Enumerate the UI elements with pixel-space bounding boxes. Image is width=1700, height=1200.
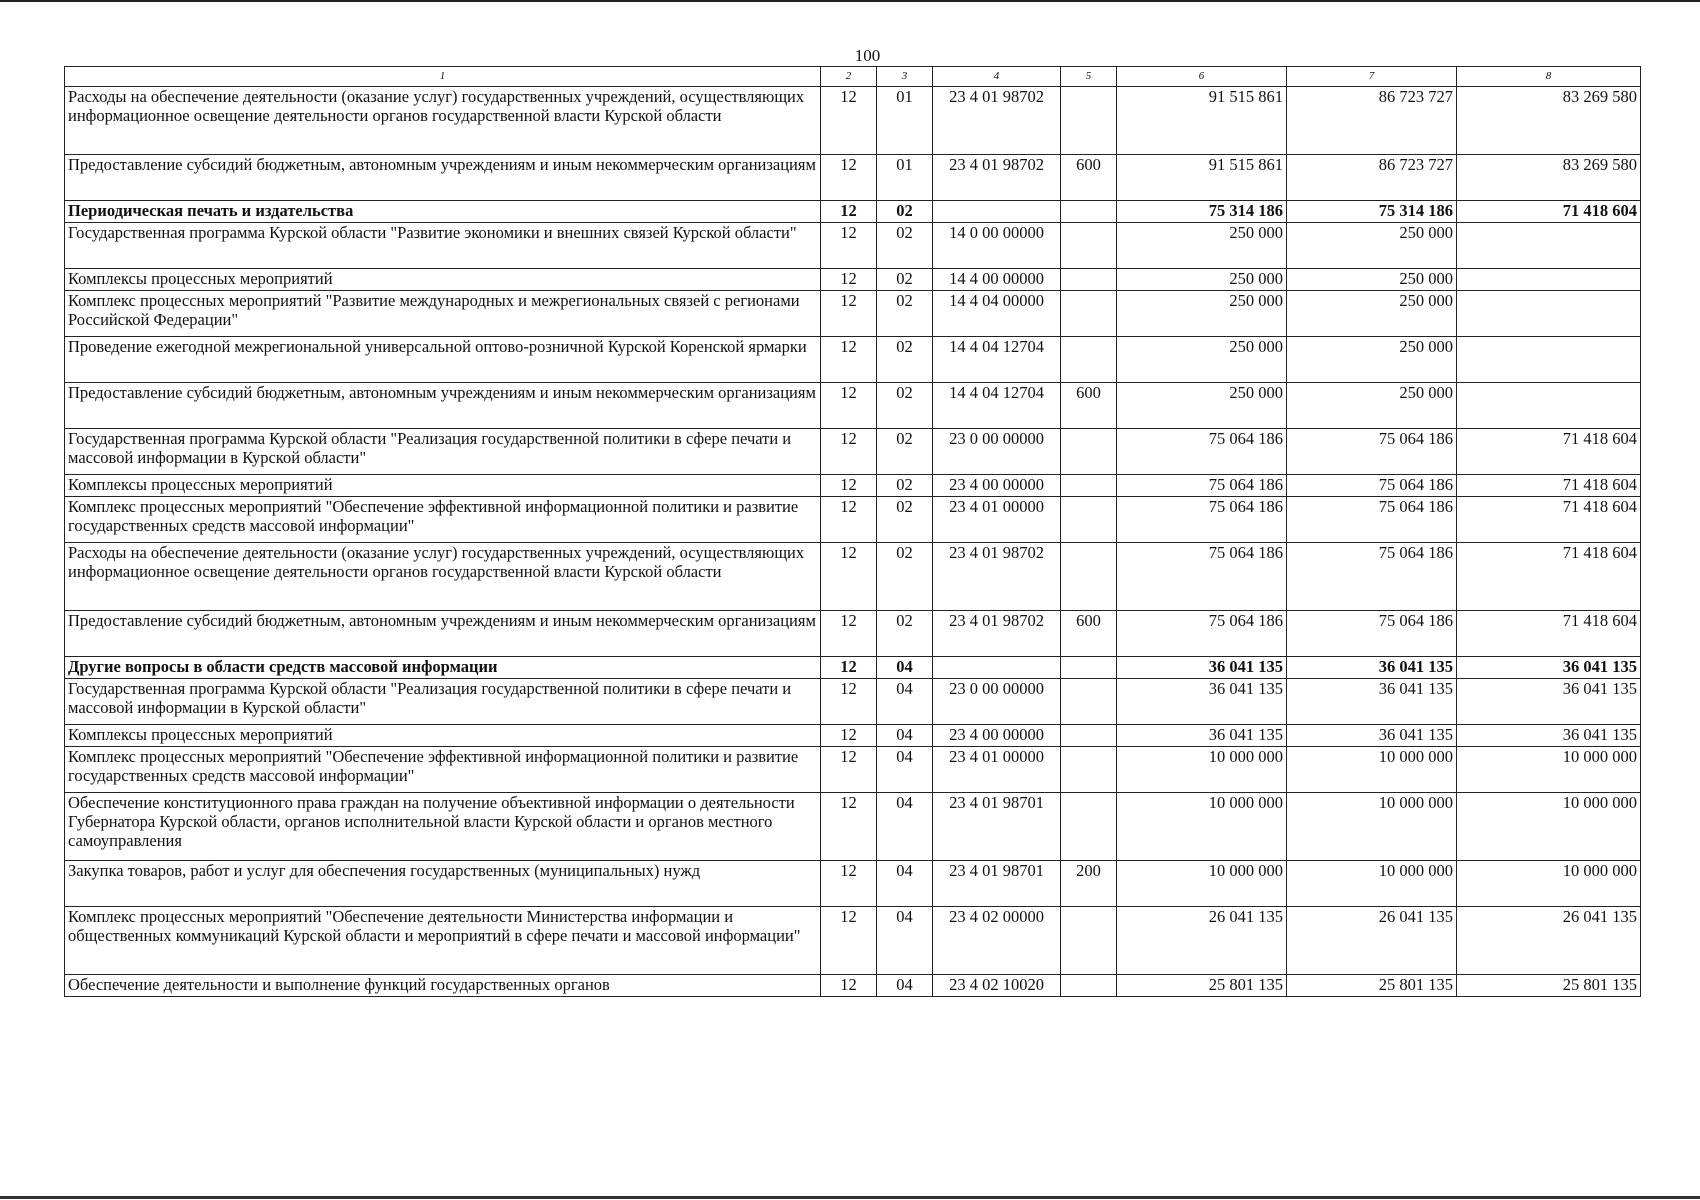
amount-col-7: 75 064 186	[1287, 429, 1457, 475]
column-number-2: 2	[821, 67, 877, 87]
expense-type-code	[1061, 223, 1117, 269]
table-row	[65, 861, 1641, 907]
table-row	[65, 725, 1641, 747]
target-article-code: 23 4 01 98702	[933, 87, 1061, 155]
row-name: Комплексы процессных мероприятий	[65, 269, 821, 291]
amount-col-6: 75 064 186	[1117, 497, 1287, 543]
amount-col-8: 36 041 135	[1457, 657, 1641, 679]
row-name: Обеспечение конституционного права граждан на получение объективной информации о деятельности Губернатора Курской области, органов исполнительной власти Курской области и органов местного самоуправления	[65, 793, 821, 861]
target-article-code: 23 0 00 00000	[933, 679, 1061, 725]
amount-col-8: 36 041 135	[1457, 679, 1641, 725]
subsection-code: 02	[877, 383, 933, 429]
row-name: Другие вопросы в области средств массовой информации	[65, 657, 821, 679]
table-row	[65, 429, 1641, 475]
table-row	[65, 543, 1641, 611]
section-code: 12	[821, 679, 877, 725]
section-code: 12	[821, 793, 877, 861]
table-row	[65, 907, 1641, 975]
expense-type-code	[1061, 543, 1117, 611]
table-row	[65, 223, 1641, 269]
subsection-code: 02	[877, 291, 933, 337]
column-number-4: 4	[933, 67, 1061, 87]
row-name: Предоставление субсидий бюджетным, автономным учреждениям и иным некоммерческим организациям	[65, 155, 821, 201]
amount-col-7: 250 000	[1287, 337, 1457, 383]
amount-col-8	[1457, 291, 1641, 337]
amount-col-6: 250 000	[1117, 223, 1287, 269]
amount-col-7: 75 064 186	[1287, 543, 1457, 611]
amount-col-7: 36 041 135	[1287, 679, 1457, 725]
subsection-code: 04	[877, 861, 933, 907]
expense-type-code	[1061, 429, 1117, 475]
column-number-8: 8	[1457, 67, 1641, 87]
column-number-6: 6	[1117, 67, 1287, 87]
amount-col-6: 36 041 135	[1117, 725, 1287, 747]
target-article-code: 14 4 00 00000	[933, 269, 1061, 291]
amount-col-7: 250 000	[1287, 223, 1457, 269]
section-code: 12	[821, 201, 877, 223]
subsection-code: 04	[877, 657, 933, 679]
section-code: 12	[821, 657, 877, 679]
column-number-7: 7	[1287, 67, 1457, 87]
amount-col-6: 75 064 186	[1117, 429, 1287, 475]
row-name: Расходы на обеспечение деятельности (оказание услуг) государственных учреждений, осуществляющих информационное освещение деятельности органов государственной власти Курской области	[65, 87, 821, 155]
section-code: 12	[821, 543, 877, 611]
amount-col-6: 10 000 000	[1117, 793, 1287, 861]
expense-type-code	[1061, 793, 1117, 861]
amount-col-8: 36 041 135	[1457, 725, 1641, 747]
target-article-code: 14 4 04 12704	[933, 383, 1061, 429]
row-name: Государственная программа Курской области "Развитие экономики и внешних связей Курской области"	[65, 223, 821, 269]
section-code: 12	[821, 223, 877, 269]
section-code: 12	[821, 337, 877, 383]
target-article-code: 23 4 01 98701	[933, 793, 1061, 861]
amount-col-6: 91 515 861	[1117, 87, 1287, 155]
column-number-1: 1	[65, 67, 821, 87]
table-row	[65, 337, 1641, 383]
expense-type-code	[1061, 907, 1117, 975]
subsection-code: 04	[877, 975, 933, 997]
amount-col-8: 26 041 135	[1457, 907, 1641, 975]
table-row	[65, 793, 1641, 861]
amount-col-7: 75 064 186	[1287, 497, 1457, 543]
subsection-code: 04	[877, 725, 933, 747]
subsection-code: 02	[877, 429, 933, 475]
subsection-code: 04	[877, 907, 933, 975]
section-code: 12	[821, 725, 877, 747]
subsection-code: 04	[877, 747, 933, 793]
table-row	[65, 657, 1641, 679]
expense-type-code	[1061, 975, 1117, 997]
target-article-code: 23 4 02 10020	[933, 975, 1061, 997]
row-name: Государственная программа Курской области "Реализация государственной политики в сфере печати и массовой информации в Курской области"	[65, 679, 821, 725]
table-row	[65, 269, 1641, 291]
section-code: 12	[821, 155, 877, 201]
subsection-code: 02	[877, 611, 933, 657]
page-number: 100	[854, 46, 881, 65]
amount-col-7: 10 000 000	[1287, 747, 1457, 793]
table-row	[65, 155, 1641, 201]
amount-col-8: 71 418 604	[1457, 475, 1641, 497]
amount-col-6: 250 000	[1117, 337, 1287, 383]
section-code: 12	[821, 861, 877, 907]
subsection-code: 02	[877, 223, 933, 269]
bottom-rule	[0, 1196, 1700, 1199]
amount-col-7: 75 064 186	[1287, 611, 1457, 657]
top-rule	[0, 0, 1700, 6]
budget-table	[64, 66, 1641, 997]
target-article-code: 23 4 01 98702	[933, 611, 1061, 657]
section-code: 12	[821, 975, 877, 997]
section-code: 12	[821, 747, 877, 793]
target-article-code: 23 4 01 98702	[933, 543, 1061, 611]
row-name: Комплекс процессных мероприятий "Обеспечение деятельности Министерства информации и общественных коммуникаций Курской области и мероприятий в сфере печати и массовой информации"	[65, 907, 821, 975]
expense-type-code	[1061, 87, 1117, 155]
expense-type-code	[1061, 747, 1117, 793]
amount-col-8	[1457, 223, 1641, 269]
expense-type-code	[1061, 337, 1117, 383]
row-name: Государственная программа Курской области "Реализация государственной политики в сфере печати и массовой информации в Курской области"	[65, 429, 821, 475]
expense-type-code: 600	[1061, 611, 1117, 657]
amount-col-7: 10 000 000	[1287, 793, 1457, 861]
amount-col-7: 86 723 727	[1287, 155, 1457, 201]
amount-col-6: 36 041 135	[1117, 657, 1287, 679]
amount-col-6: 26 041 135	[1117, 907, 1287, 975]
target-article-code	[933, 657, 1061, 679]
amount-col-6: 75 064 186	[1117, 475, 1287, 497]
expense-type-code	[1061, 475, 1117, 497]
amount-col-8: 10 000 000	[1457, 793, 1641, 861]
table-row	[65, 87, 1641, 155]
amount-col-8: 71 418 604	[1457, 497, 1641, 543]
table-row	[65, 383, 1641, 429]
subsection-code: 01	[877, 87, 933, 155]
section-code: 12	[821, 611, 877, 657]
expense-type-code	[1061, 679, 1117, 725]
amount-col-8: 25 801 135	[1457, 975, 1641, 997]
section-code: 12	[821, 291, 877, 337]
section-code: 12	[821, 497, 877, 543]
table-row	[65, 975, 1641, 997]
amount-col-6: 75 064 186	[1117, 543, 1287, 611]
amount-col-7: 75 314 186	[1287, 201, 1457, 223]
amount-col-8: 10 000 000	[1457, 861, 1641, 907]
expense-type-code	[1061, 657, 1117, 679]
amount-col-6: 91 515 861	[1117, 155, 1287, 201]
section-code: 12	[821, 429, 877, 475]
subsection-code: 02	[877, 497, 933, 543]
row-name: Комплексы процессных мероприятий	[65, 475, 821, 497]
row-name: Комплекс процессных мероприятий "Развитие международных и межрегиональных связей с регионами Российской Федерации"	[65, 291, 821, 337]
expense-type-code: 600	[1061, 383, 1117, 429]
amount-col-8	[1457, 383, 1641, 429]
row-name: Периодическая печать и издательства	[65, 201, 821, 223]
amount-col-7: 250 000	[1287, 383, 1457, 429]
amount-col-7: 36 041 135	[1287, 725, 1457, 747]
amount-col-6: 250 000	[1117, 383, 1287, 429]
amount-col-7: 250 000	[1287, 269, 1457, 291]
section-code: 12	[821, 475, 877, 497]
amount-col-7: 86 723 727	[1287, 87, 1457, 155]
table-row	[65, 611, 1641, 657]
table-row	[65, 497, 1641, 543]
target-article-code: 23 4 01 98701	[933, 861, 1061, 907]
amount-col-6: 25 801 135	[1117, 975, 1287, 997]
target-article-code: 23 4 01 00000	[933, 747, 1061, 793]
amount-col-6: 250 000	[1117, 291, 1287, 337]
table-row	[65, 679, 1641, 725]
subsection-code: 04	[877, 679, 933, 725]
target-article-code: 14 4 04 12704	[933, 337, 1061, 383]
amount-col-8: 71 418 604	[1457, 611, 1641, 657]
row-name: Комплекс процессных мероприятий "Обеспечение эффективной информационной политики и развитие государственных средств массовой информации"	[65, 497, 821, 543]
row-name: Расходы на обеспечение деятельности (оказание услуг) государственных учреждений, осуществляющих информационное освещение деятельности органов государственной власти Курской области	[65, 543, 821, 611]
section-code: 12	[821, 907, 877, 975]
expense-type-code: 200	[1061, 861, 1117, 907]
amount-col-6: 250 000	[1117, 269, 1287, 291]
amount-col-7: 25 801 135	[1287, 975, 1457, 997]
amount-col-7: 26 041 135	[1287, 907, 1457, 975]
subsection-code: 02	[877, 475, 933, 497]
subsection-code: 01	[877, 155, 933, 201]
table-row	[65, 291, 1641, 337]
subsection-code: 02	[877, 337, 933, 383]
amount-col-8: 10 000 000	[1457, 747, 1641, 793]
subsection-code: 02	[877, 269, 933, 291]
row-name: Комплексы процессных мероприятий	[65, 725, 821, 747]
expense-type-code	[1061, 291, 1117, 337]
section-code: 12	[821, 87, 877, 155]
amount-col-6: 75 314 186	[1117, 201, 1287, 223]
target-article-code: 23 4 01 98702	[933, 155, 1061, 201]
amount-col-7: 36 041 135	[1287, 657, 1457, 679]
row-name: Обеспечение деятельности и выполнение функций государственных органов	[65, 975, 821, 997]
column-number-row	[65, 67, 1641, 87]
amount-col-6: 10 000 000	[1117, 747, 1287, 793]
expense-type-code	[1061, 725, 1117, 747]
row-name: Закупка товаров, работ и услуг для обеспечения государственных (муниципальных) нужд	[65, 861, 821, 907]
expense-type-code	[1061, 269, 1117, 291]
subsection-code: 02	[877, 543, 933, 611]
amount-col-8: 83 269 580	[1457, 87, 1641, 155]
amount-col-8: 71 418 604	[1457, 429, 1641, 475]
amount-col-7: 250 000	[1287, 291, 1457, 337]
amount-col-7: 10 000 000	[1287, 861, 1457, 907]
subsection-code: 04	[877, 793, 933, 861]
table-row	[65, 475, 1641, 497]
table-row	[65, 747, 1641, 793]
target-article-code: 23 4 00 00000	[933, 725, 1061, 747]
section-code: 12	[821, 383, 877, 429]
row-name: Предоставление субсидий бюджетным, автономным учреждениям и иным некоммерческим организациям	[65, 611, 821, 657]
target-article-code: 23 4 00 00000	[933, 475, 1061, 497]
target-article-code: 23 0 00 00000	[933, 429, 1061, 475]
amount-col-8: 83 269 580	[1457, 155, 1641, 201]
amount-col-6: 36 041 135	[1117, 679, 1287, 725]
row-name: Комплекс процессных мероприятий "Обеспечение эффективной информационной политики и развитие государственных средств массовой информации"	[65, 747, 821, 793]
column-number-3: 3	[877, 67, 933, 87]
amount-col-6: 10 000 000	[1117, 861, 1287, 907]
expense-type-code	[1061, 497, 1117, 543]
amount-col-8	[1457, 269, 1641, 291]
expense-type-code	[1061, 201, 1117, 223]
target-article-code: 14 4 04 00000	[933, 291, 1061, 337]
target-article-code	[933, 201, 1061, 223]
amount-col-8: 71 418 604	[1457, 201, 1641, 223]
target-article-code: 23 4 01 00000	[933, 497, 1061, 543]
target-article-code: 14 0 00 00000	[933, 223, 1061, 269]
row-name: Проведение ежегодной межрегиональной универсальной оптово-розничной Курской Коренской ярмарки	[65, 337, 821, 383]
subsection-code: 02	[877, 201, 933, 223]
amount-col-8	[1457, 337, 1641, 383]
amount-col-7: 75 064 186	[1287, 475, 1457, 497]
column-number-5: 5	[1061, 67, 1117, 87]
row-name: Предоставление субсидий бюджетным, автономным учреждениям и иным некоммерческим организациям	[65, 383, 821, 429]
target-article-code: 23 4 02 00000	[933, 907, 1061, 975]
amount-col-8: 71 418 604	[1457, 543, 1641, 611]
expense-type-code: 600	[1061, 155, 1117, 201]
amount-col-6: 75 064 186	[1117, 611, 1287, 657]
section-code: 12	[821, 269, 877, 291]
table-row	[65, 201, 1641, 223]
